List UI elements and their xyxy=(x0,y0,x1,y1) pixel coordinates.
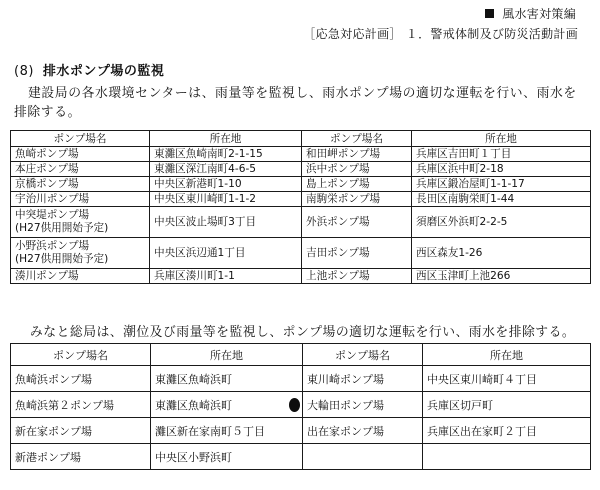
pump-name-cell: 島上ポンプ場 xyxy=(302,177,412,192)
location-cell: 東灘区深江南町4-6-5 xyxy=(150,162,302,177)
pump-name-cell: 新港ポンプ場 xyxy=(11,444,151,470)
table-row xyxy=(11,366,591,392)
location-cell: 兵庫区鍛冶屋町1-1-17 xyxy=(412,177,591,192)
black-square-icon xyxy=(485,9,494,18)
pump-name-cell: 吉田ポンプ場 xyxy=(302,238,412,269)
location-cell: 中央区小野浜町 xyxy=(151,444,303,470)
pump-name-cell: 湊川ポンプ場 xyxy=(11,269,150,284)
pump-name-cell: 南駒栄ポンプ場 xyxy=(302,192,412,207)
punch-hole-mark xyxy=(289,398,300,412)
location-cell: 西区森友1-26 xyxy=(412,238,591,269)
location-cell: 中央区新港町1-10 xyxy=(150,177,302,192)
table-row xyxy=(11,177,591,192)
table-row xyxy=(11,207,591,238)
column-header-location: 所在地 xyxy=(423,344,591,366)
table-row xyxy=(11,192,591,207)
pump-station-table-1 xyxy=(10,130,591,284)
column-header-location: 所在地 xyxy=(151,344,303,366)
column-header-pump-name: ポンプ場名 xyxy=(303,344,423,366)
table-row xyxy=(11,269,591,284)
pump-name-cell: 本庄ポンプ場 xyxy=(11,162,150,177)
pump-name-cell: 中突堤ポンプ場 (H27供用開始予定) xyxy=(11,207,150,238)
location-cell: 中央区東川崎町４丁目 xyxy=(423,366,591,392)
location-cell: 長田区南駒栄町1-44 xyxy=(412,192,591,207)
location-cell: 灘区新在家南町５丁目 xyxy=(151,418,303,444)
location-cell: 兵庫区切戸町 xyxy=(423,392,591,418)
table-row xyxy=(11,238,591,269)
table-row xyxy=(11,444,591,470)
table-row xyxy=(11,147,591,162)
pump-name-cell: 宇治川ポンプ場 xyxy=(11,192,150,207)
pump-name-cell: 出在家ポンプ場 xyxy=(303,418,423,444)
table-header-row xyxy=(11,131,591,147)
chapter-header xyxy=(485,5,576,22)
location-cell: 須磨区外浜町2-2-5 xyxy=(412,207,591,238)
pump-name-cell: 東川崎ポンプ場 xyxy=(303,366,423,392)
pump-name-cell: 上池ポンプ場 xyxy=(302,269,412,284)
pump-name-cell: 新在家ポンプ場 xyxy=(11,418,151,444)
location-cell: 中央区波止場町3丁目 xyxy=(150,207,302,238)
location-cell: 東灘区魚崎南町2-1-15 xyxy=(150,147,302,162)
column-header-pump-name: ポンプ場名 xyxy=(11,344,151,366)
pump-name-cell: 魚崎浜第２ポンプ場 xyxy=(11,392,151,418)
pump-name-cell: 魚崎浜ポンプ場 xyxy=(11,366,151,392)
location-cell: 中央区浜辺通1丁目 xyxy=(150,238,302,269)
pump-name-cell: 魚崎ポンプ場 xyxy=(11,147,150,162)
pump-name-cell: 大輪田ポンプ場 xyxy=(303,392,423,418)
location-cell: 東灘区魚崎浜町 xyxy=(151,366,303,392)
location-cell: 西区玉津町上池266 xyxy=(412,269,591,284)
paragraph-1: 建設局の各水環境センターは、雨量等を監視し、雨水ポンプ場の適切な運転を行い、雨水を排除する。 xyxy=(14,86,577,120)
paragraph-2: みなと総局は、潮位及び雨量等を監視し、ポンプ場の適切な運転を行い、雨水を排除する。 xyxy=(30,325,576,340)
column-header-pump-name: ポンプ場名 xyxy=(11,131,150,147)
pump-name-cell: 京橋ポンプ場 xyxy=(11,177,150,192)
location-cell: 兵庫区湊川町1-1 xyxy=(150,269,302,284)
section-number: (8) xyxy=(14,64,34,79)
table-row xyxy=(11,392,591,418)
pump-name-cell: 小野浜ポンプ場 (H27供用開始予定) xyxy=(11,238,150,269)
section-header: ［応急対応計画］ １．警戒体制及び防災活動計画 xyxy=(303,27,578,41)
location-cell: 中央区東川崎町1-1-2 xyxy=(150,192,302,207)
pump-name-cell: 和田岬ポンプ場 xyxy=(302,147,412,162)
section-title: 排水ポンプ場の監視 xyxy=(42,64,165,79)
pump-name-cell xyxy=(303,444,423,470)
chapter-title: 風水害対策編 xyxy=(502,7,576,21)
table-row xyxy=(11,162,591,177)
location-cell: 兵庫区浜中町2-18 xyxy=(412,162,591,177)
location-cell: 東灘区魚崎浜町 xyxy=(151,392,303,418)
column-header-location: 所在地 xyxy=(412,131,591,147)
location-cell: 兵庫区出在家町２丁目 xyxy=(423,418,591,444)
pump-name-cell: 浜中ポンプ場 xyxy=(302,162,412,177)
table-row xyxy=(11,418,591,444)
table-header-row xyxy=(11,344,591,366)
section-heading xyxy=(14,60,164,79)
column-header-location: 所在地 xyxy=(150,131,302,147)
location-cell xyxy=(423,444,591,470)
location-cell: 兵庫区吉田町１丁目 xyxy=(412,147,591,162)
column-header-pump-name: ポンプ場名 xyxy=(302,131,412,147)
pump-name-cell: 外浜ポンプ場 xyxy=(302,207,412,238)
pump-station-table-2 xyxy=(10,343,591,470)
